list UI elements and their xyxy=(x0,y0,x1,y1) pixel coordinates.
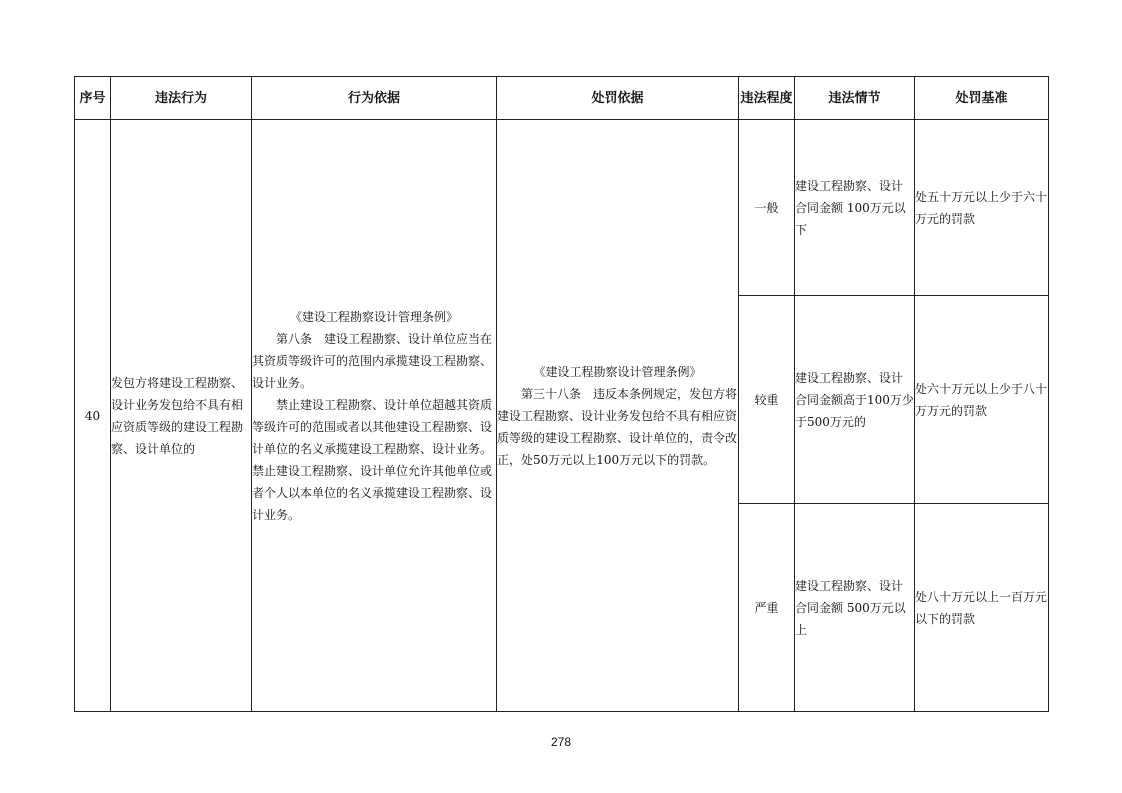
circumstance-severe xyxy=(795,504,915,712)
header-act-basis-text: 行为依据 xyxy=(347,90,400,106)
header-row xyxy=(75,77,1049,120)
circumstance-serious-text: 建设工程勘察、设计合同金额高于100万少于500万元的 xyxy=(795,370,914,429)
degree-general-text: 一般 xyxy=(754,201,779,215)
header-behavior-text: 违法行为 xyxy=(154,90,207,106)
standard-general-text: 处五十万元以上少于六十万元的罚款 xyxy=(915,189,1048,226)
header-circumstance-text: 违法情节 xyxy=(828,90,881,106)
header-standard xyxy=(915,77,1049,120)
penalty-basis-para1: 第三十八条 违反本条例规定，发包方将建设工程勘察、设计业务发包给不具有相应资质等级的建设工程勘察、设计单位的，责令改正，处50万元以上100万元以下的罚款。 xyxy=(497,386,738,467)
degree-severe-text: 严重 xyxy=(754,601,779,615)
header-degree xyxy=(739,77,795,120)
header-standard-text: 处罚基准 xyxy=(955,90,1008,106)
page-number: 278 xyxy=(550,735,572,749)
act-basis-para2: 禁止建设工程勘察、设计单位超越其资质等级许可的范围或者以其他建设工程勘察、设计单位的名义承揽建设工程勘察、设计业务。禁止建设工程勘察、设计单位允许其他单位或者个人以本单位的名义承揽建设工程勘察、设计业务。 xyxy=(252,397,493,522)
penalty-basis-title: 《建设工程勘察设计管理条例》 xyxy=(533,364,702,379)
degree-serious xyxy=(739,296,795,504)
act-basis-para1: 第八条 建设工程勘察、设计单位应当在其资质等级许可的范围内承揽建设工程勘察、设计业务。 xyxy=(252,331,493,390)
header-seq xyxy=(75,77,111,120)
table-row xyxy=(75,120,1049,296)
row-act-basis xyxy=(252,120,497,712)
circumstance-severe-text: 建设工程勘察、设计合同金额 500万元以上 xyxy=(795,578,906,637)
degree-severe xyxy=(739,504,795,712)
row-seq xyxy=(75,120,111,712)
circumstance-general xyxy=(795,120,915,296)
header-penalty-basis-text: 处罚依据 xyxy=(591,90,644,106)
standard-general xyxy=(915,120,1049,296)
act-basis-title: 《建设工程勘察设计管理条例》 xyxy=(289,309,458,324)
header-behavior xyxy=(111,77,252,120)
row-seq-text: 40 xyxy=(84,408,101,423)
row-behavior-text: 发包方将建设工程勘察、设计业务发包给不具有相应资质等级的建设工程勘察、设计单位的 xyxy=(111,375,244,456)
row-penalty-basis xyxy=(497,120,739,712)
header-degree-text: 违法程度 xyxy=(740,90,793,106)
degree-general xyxy=(739,120,795,296)
standard-severe-text: 处八十万元以上一百万元以下的罚款 xyxy=(915,589,1048,626)
circumstance-serious xyxy=(795,296,915,504)
standard-severe xyxy=(915,504,1049,712)
standard-serious-text: 处六十万元以上少于八十万万元的罚款 xyxy=(915,381,1048,418)
circumstance-general-text: 建设工程勘察、设计合同金额 100万元以下 xyxy=(795,178,906,237)
row-behavior xyxy=(111,120,252,712)
standard-serious xyxy=(915,296,1049,504)
header-penalty-basis xyxy=(497,77,739,120)
header-seq-text: 序号 xyxy=(79,90,106,106)
penalty-standard-table xyxy=(74,76,1049,712)
header-circumstance xyxy=(795,77,915,120)
degree-serious-text: 较重 xyxy=(754,393,779,407)
header-act-basis xyxy=(252,77,497,120)
